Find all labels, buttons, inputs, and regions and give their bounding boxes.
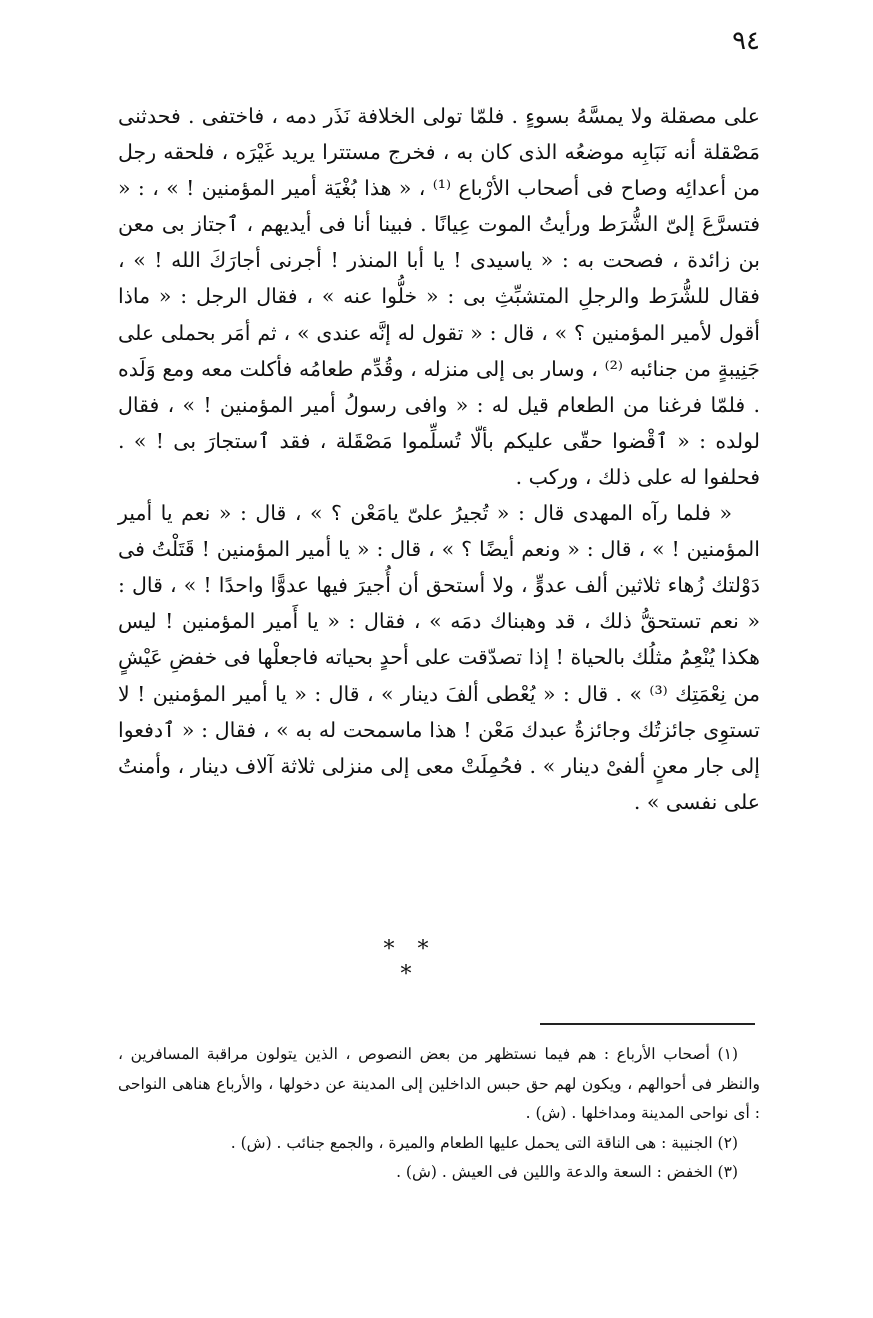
footnote-2: (٢) الجنيبة : هى الناقة التى يحمل عليها الطعام والميرة ، والجمع جنائب . (ش) . bbox=[230, 1133, 738, 1152]
page-number: ٩٤ bbox=[732, 26, 760, 56]
footnote-3: (٣) الخفض : السعة والدعة واللين فى العيش . (ش) . bbox=[396, 1163, 738, 1181]
footnotes bbox=[118, 1040, 760, 1188]
paragraph-1: على مصقلة ولا يمسَّهُ بسوءٍ . فلمّا تولى الخلافة نَذَر دمه ، فاختفى . فحدثنى مَصْقلة أنه نَبَابِه موضعُه الذى كان به ، فخرج مستترا يريد غَيْرَه ، فلحقه رجل من أعدائِه وصاح فى أصحاب الأرْباع ⁽¹⁾ ، « هذا بُغْيَة أمير المؤمنين ! » ، : « فتسرَّعَ إلىّ الشُّرَط ورأيتُ الموت عِيانًا . فبينا أنا فى أيديهم ، ٱجتاز بى معن بن زائدة ، فصحت به : « ياسيدى ! يا أبا المنذر ! أجرنى أجارَكَ الله ! » ، فقال للشُّرَط والرجلِ المتشبِّثِ بى : « خلُّوا عنه » ، فقال الرجل : « ماذا أقول لأمير المؤمنين ؟ » ، قال : « تقول له إنَّه عندى » ، ثم أمَر بحملى على جَنِيبةٍ من جنائبه ⁽²⁾ ، وسار بى إلى منزله ، وقُدِّم طعامُه فأكلت معه ومع وَلَده . فلمّا فرغنا من الطعام قيل له : « وافى رسولُ أمير المؤمنين ! » ، فقال لولده : « ٱقْضوا حقّى عليكم بألّا تُسلِّموا مَصْقَلة ، فقد ٱستجارَ بى ! » . فحلفوا له على ذلك ، وركب . bbox=[118, 104, 760, 489]
paragraph-2: « فلما رآه المهدى قال : « تُجيرُ علىّ يامَعْن ؟ » ، قال : « نعم يا أمير المؤمنين ! » ، قال : « ونعم أيضًا ؟ » ، قال : « يا أمير المؤمنين ! قَتَلْتُ فى دَوْلتك زُهاء ثلاثين ألف عدوٍّ ، ولا أستحق أن أُجيرَ فيها عدوًّا واحدًا ! » ، قال : « نعم تستحقُّ ذلك ، قد وهبناك دمَه » ، فقال : « يا أَمير المؤمنين ! ليس هكذا يُنْعِمُ مثلُك بالحياة ! إذا تصدّقت على أحدٍ بحياته فاجعلْها فى خفضِ عَيْشٍ من نِعْمَتِك ⁽³⁾ » . قال : « يُعْطى ألفَ دينار » ، قال : « يا أمير المؤمنين ! لا تستوِى جائزتُك وجائزةُ عبدك مَعْن ! هذا ماسمحت له به » ، فقال : « ٱدفعوا إلى جار معنٍ ألفىْ دينار » . فحُمِلَتْ معى إلى منزلى ثلاثة آلاف دينار ، وأمنتُ على نفسى » . bbox=[118, 501, 760, 814]
section-separator: * * * bbox=[383, 937, 437, 987]
footnote-divider bbox=[540, 1023, 755, 1025]
main-text bbox=[118, 98, 760, 820]
footnote-1: (١) أصحاب الأرباع : هم فيما نستظهر من بعض النصوص ، الذين يتولون مراقبة المسافرين ، والنظر فى أحوالهم ، ويكون لهم حق حبس الداخلين إلى المدينة عن دخولها ، والأرباع هناهى النواحى : أى نواحى المدينة ومداخلها . (ش) . bbox=[118, 1045, 760, 1122]
